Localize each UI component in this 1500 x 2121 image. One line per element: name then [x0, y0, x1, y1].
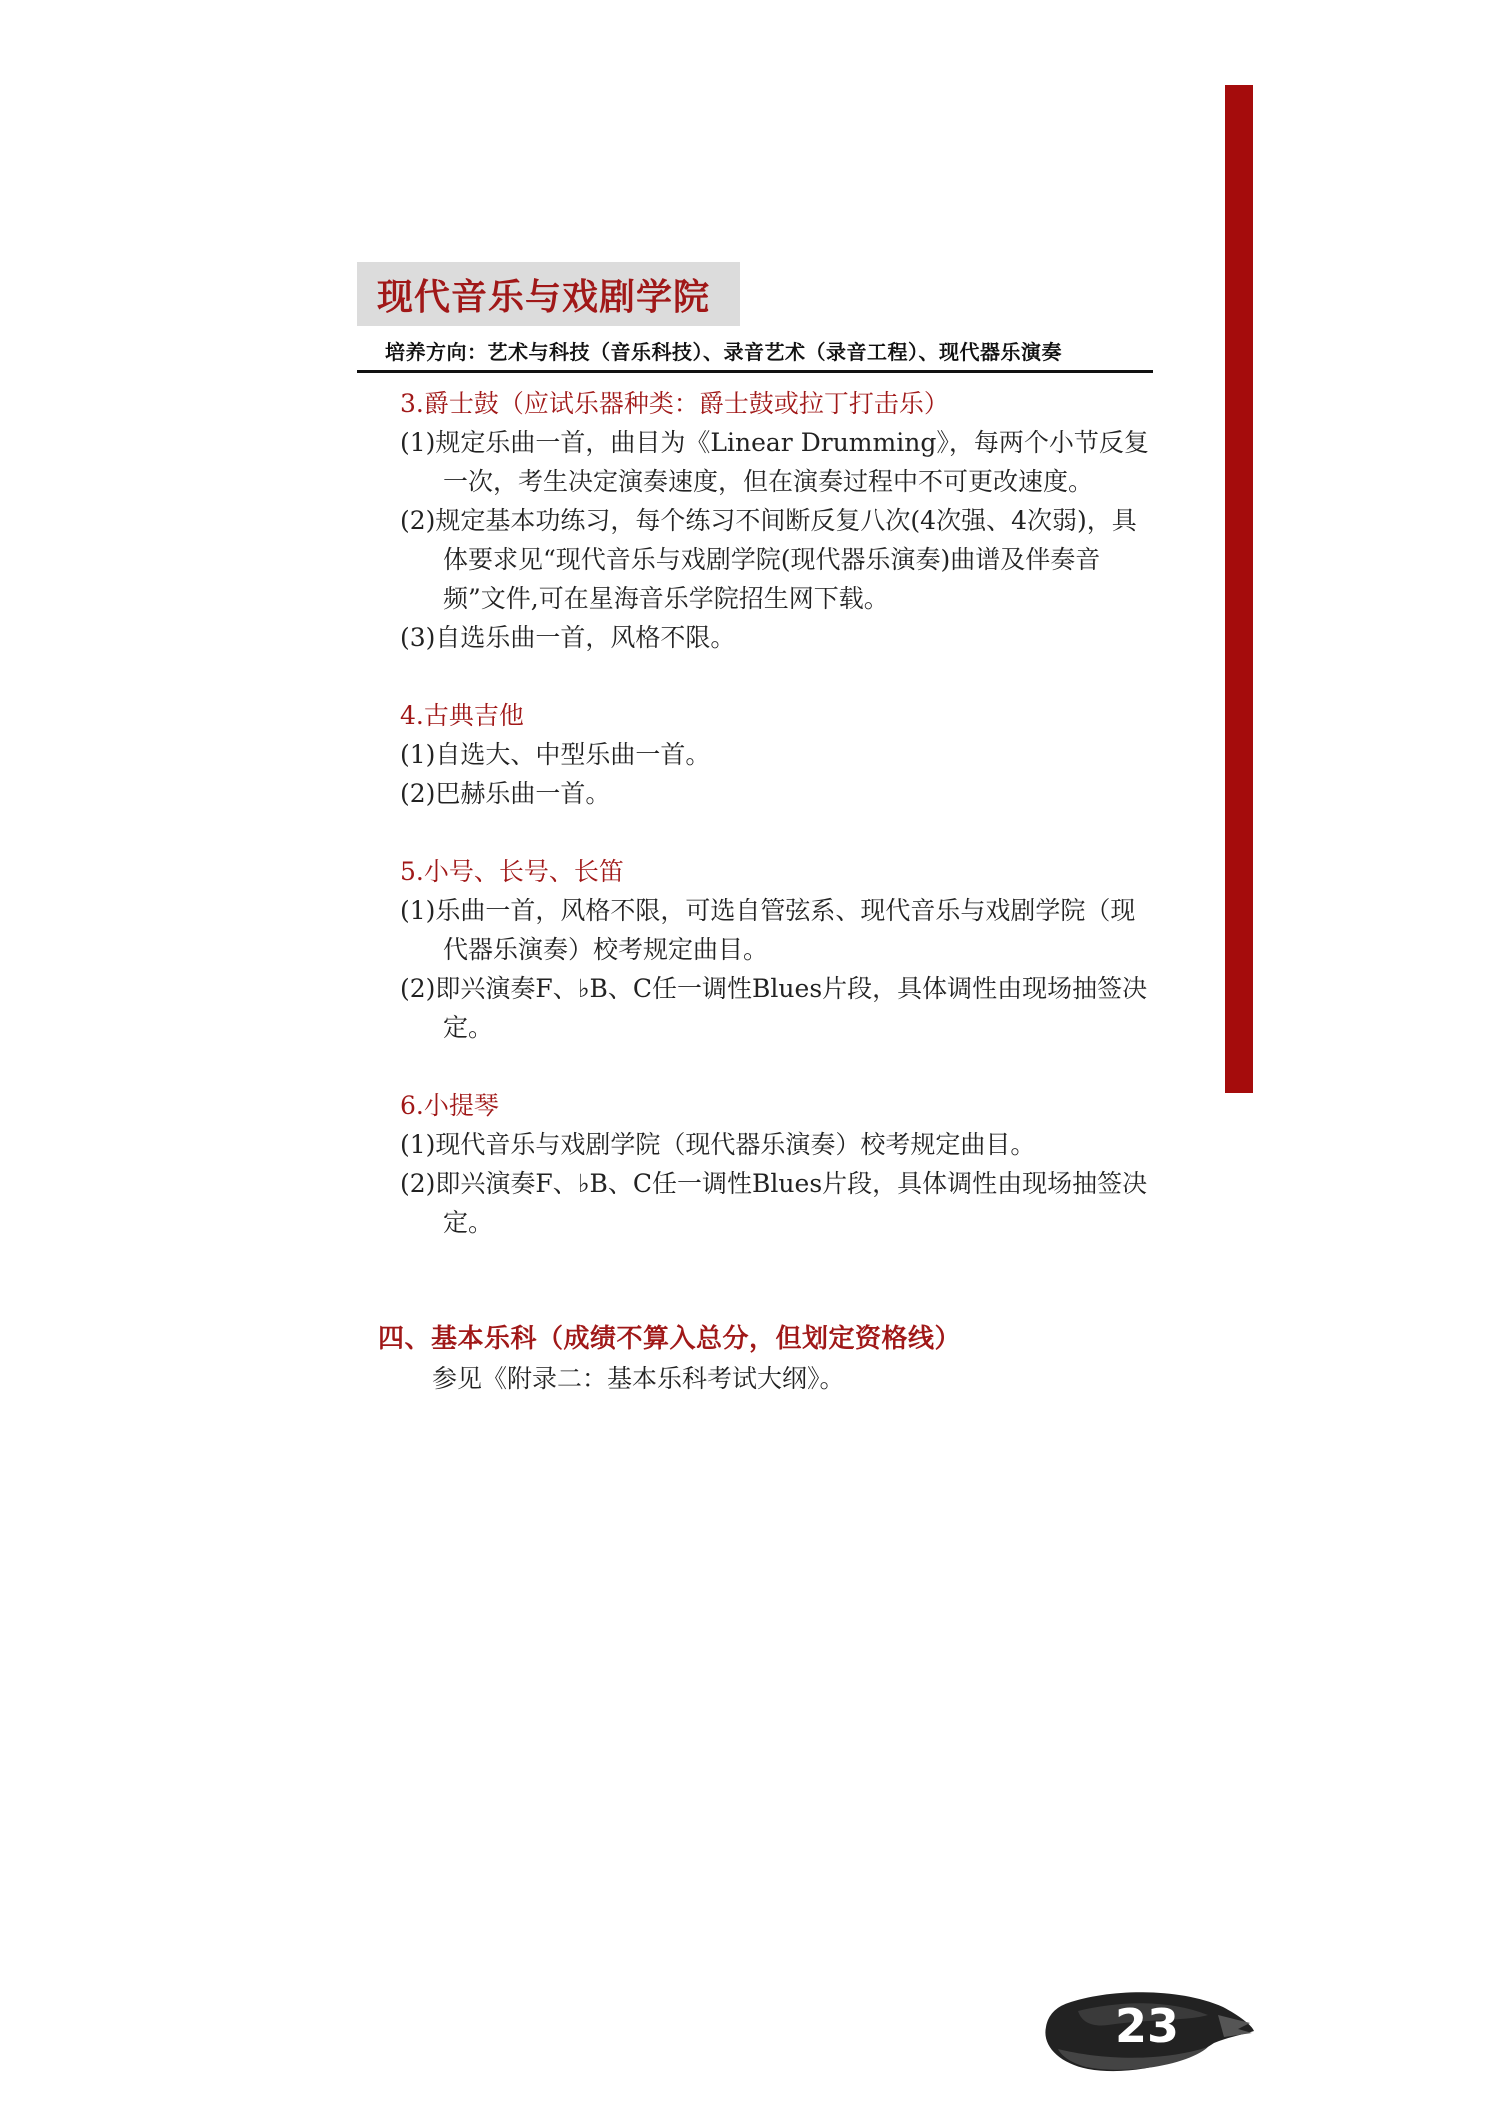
spacer [400, 657, 1160, 696]
list-item: (2)巴赫乐曲一首。 [400, 779, 611, 808]
content-body [400, 384, 1160, 1242]
list-item: (2)即兴演奏F、♭B、C任一调性Blues片段，具体调性由现场抽签决定。 [400, 1169, 1148, 1237]
section-jazz-drum [400, 384, 1160, 657]
list-item: (1)自选大、中型乐曲一首。 [400, 740, 711, 769]
section-brass-flute [400, 852, 1160, 1047]
section-header-box [357, 262, 740, 326]
list-item: (1)乐曲一首，风格不限，可选自管弦系、现代音乐与戏剧学院（现代器乐演奏）校考规定曲目。 [400, 896, 1136, 964]
spacer [400, 813, 1160, 852]
list-item: (2)规定基本功练习，每个练习不间断反复八次(4次强、4次弱)，具体要求见“现代音乐与戏剧学院(现代器乐演奏)曲谱及伴奏音频”文件,可在星海音乐学院招生网下载。 [400, 506, 1137, 613]
major-section-body: 参见《附录二：基本乐科考试大纲》。 [432, 1364, 845, 1393]
decorative-side-bar [1225, 85, 1253, 1093]
header-divider [357, 370, 1153, 373]
section-classical-guitar [400, 696, 1160, 813]
list-item: (1)规定乐曲一首，曲目为《Linear Drumming》，每两个小节反复一次，考生决定演奏速度，但在演奏过程中不可更改速度。 [400, 428, 1149, 496]
list-item: (1)现代音乐与戏剧学院（现代器乐演奏）校考规定曲目。 [400, 1130, 1036, 1159]
section-title: 3.爵士鼓（应试乐器种类：爵士鼓或拉丁打击乐） [400, 389, 949, 418]
page-subtitle: 培养方向：艺术与科技（音乐科技）、录音艺术（录音工程）、现代器乐演奏 [385, 340, 1062, 364]
page-title: 现代音乐与戏剧学院 [377, 275, 711, 318]
list-item: (3)自选乐曲一首，风格不限。 [400, 623, 736, 652]
section-title: 5.小号、长号、长笛 [400, 857, 624, 886]
spacer [400, 1047, 1160, 1086]
page-number: 23 [1114, 1999, 1179, 2053]
section-title: 4.古典吉他 [400, 701, 524, 730]
page-number-badge [1038, 1985, 1256, 2081]
section-title: 6.小提琴 [400, 1091, 499, 1120]
section-violin [400, 1086, 1160, 1242]
major-section-title: 四、基本乐科（成绩不算入总分，但划定资格线） [378, 1324, 962, 1354]
list-item: (2)即兴演奏F、♭B、C任一调性Blues片段，具体调性由现场抽签决定。 [400, 974, 1148, 1042]
